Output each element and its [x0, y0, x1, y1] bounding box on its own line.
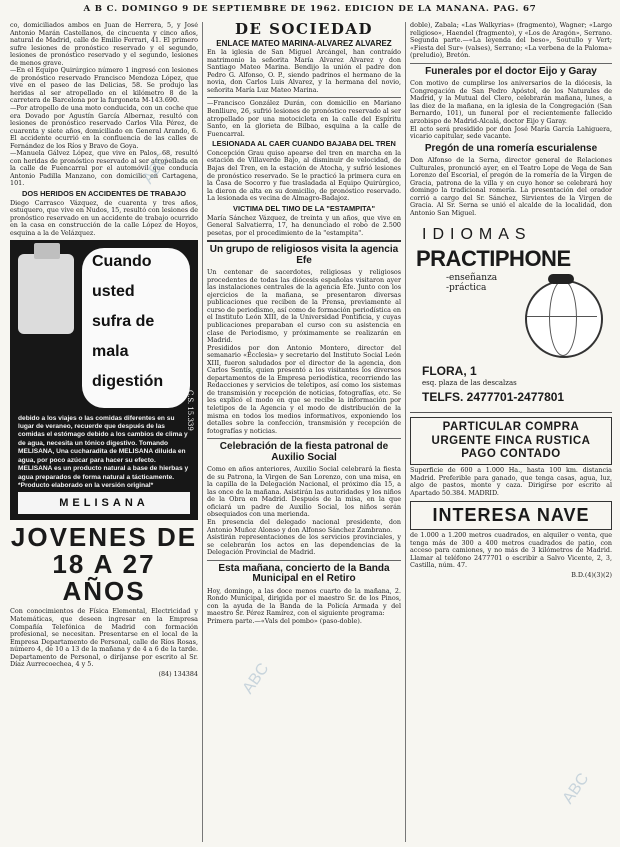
article-heading: Celebración de la fiesta patronal de Auxilio Social: [219, 441, 389, 463]
article-text: Con motivo de cumplirse los aniversarios de la diócesis, la Congregación de San Pedro Apóstol, de los Naturales de Madrid, y la Mutual del Clero, celebrarán mañana, lunes, a las diez de la mañana, en la iglesia de la Congregación (San Bernardo, 101), un funeral por el recientemente fallecido arzobispo de Madrid-Alcalá, doctor Eijo y Garay.: [410, 79, 612, 125]
article-text: En la iglesia de San Miguel Arcángel, han contraído matrimonio la señorita María Alvarez Alvarez y don Santiago Mateo Marina. Bendijo la unión el padre don Pedro G. Alfonso, O. P., siendo padrinos el hermano de la novia, don Carlos Luis Alvarez, y la hermana del novio, señorita María Luz Mateo Marina.: [207, 48, 401, 94]
column-1: [10, 22, 198, 842]
article-text: El acto será presidido por don José María García Lahiguera, vicario capitular, sede vacante.: [410, 124, 612, 141]
section-heading: DOS HERIDOS EN ACCIDENTES DE TRABAJO: [22, 189, 186, 199]
classified-heading: INTERESA NAVE: [432, 505, 590, 526]
recruitment-text: Con conocimientos de Física Elemental, Electricidad y Matemáticas, que deseen ingresar en la Empresa Compañía Telefónica de Madrid con formación profesional, se necesitan. Presentarse en el local de la Empresa Departamento de Personal, calle de Ríos Rosas, número 4, de 10 a 13 de la mañana y de 4 a 6 de la tarde. Departamento de Personal, o diríjanse por escrito al Sr. Díaz Aurrecoechea, 4 y 5.: [10, 607, 198, 669]
ad-title: IDIOMAS: [422, 226, 532, 244]
ad-phone: TELFS. 2477701-2477801: [422, 390, 565, 405]
article-text: —En el Equipo Quirúrgico número 1 ingresó con lesiones de pronóstico reservado Francisco Mendoza López, que vive en el paseo de las Delicias, 58. Se produjo las heridas al ser atropellado en el kilómetro 8 de la carretera de Barcelona por la furgoneta M-143.690.: [10, 66, 198, 105]
ad-address-detail: esq. plaza de las descalzas: [422, 379, 517, 388]
ad-brand-name: MELISANA: [18, 492, 190, 514]
ad-tagline-line: -enseñanza: [446, 273, 498, 284]
classified-heading: PARTICULAR COMPRA: [442, 421, 580, 434]
article-text: doble), Zabala; «Las Walkyrias» (fragmento), Wagner; «Largo religioso», Haendel (fragmento), y «Los de Aragón», Serrano. Segunda parte.—«La leyenda del beso», Soutullo y Vert; «Fiesta del Sur» (valses), Serrano; «La verbena de la Paloma» (preludio), Bretón.: [410, 22, 612, 60]
telephone-receiver-icon: [548, 274, 574, 284]
ad-reference-code: (84) 134384: [158, 669, 198, 678]
divider: [410, 63, 612, 64]
divider: [207, 97, 401, 98]
classified-heading: URGENTE FINCA RUSTICA: [431, 434, 591, 447]
article-heading: LESIONADA AL CAER CUANDO BAJABA DEL TREN: [212, 139, 396, 149]
article-text: Primera parte.—«Vals del pombo» (paso-doble).: [207, 616, 362, 625]
article-heading: Un grupo de religiosos visita la agencia Efe: [209, 244, 399, 266]
ad-brand-name: PRACTIPHONE: [416, 246, 571, 272]
article-heading: Funerales por el doctor Eijo y Garay: [425, 65, 597, 77]
article-text: —Por atropello de una moto conducida, con un coche que era Dovado por Agustín García Albernaz, resultó con lesiones de pronóstico reservado Carlos Vila Pérez, de cuarenta y siete años, domiciliado en General Arando, 6. El accidente ocurrió en la confluencia de las calles de Fernández de los Ríos y Bravo de Goya.: [10, 104, 198, 150]
watermark-stamp: ABC: [239, 660, 273, 698]
divider: [207, 560, 401, 561]
article-text: —Manuela Gálvez López, que vive en Palos, 68, resultó con heridas de pronóstico reservado al ser atropellada en la calle de Fuencarral por el automóvil que conducía Antonio Padilla Manzano, con domicilio en Cartagena, 101.: [10, 149, 198, 188]
ad-code: C.S. 15.339: [186, 389, 194, 431]
column-rule: [202, 22, 203, 842]
article-text: Presididos por don Antonio Montero, director del semanario «Ecclesia» y secretario del Instituto Social León XIII, fueron saludados por el director de la agencia, don Carlos Sentís, quien presentó a los visitantes los diversos departamentos de la Empresa periodística, recorriendo las Redacciones y servicios de teletipos, así como los sistemas de transmisión y recepción de noticias, fotografías, etc. Se les explicó el modo en que se recibe la información por teletipos de la Agencia y el modo de distribución de la misma en todos los medios informativos, exponiendo los detalles sobre la confección, transmisión y recepción de fotografías y noticias.: [207, 343, 401, 435]
article-text: María Sánchez Vázquez, de treinta y un años, que vive en General Salvatierra, 17, ha denunciado el robo de 2.500 pesetas, por el procedimiento de la "estampita".: [207, 213, 401, 237]
ad-tagline: [446, 274, 497, 294]
column-rule: [405, 22, 406, 842]
recruitment-headline: [10, 521, 198, 607]
bottle-cap-illustration: [34, 243, 60, 259]
ad-headline-line: usted: [92, 282, 135, 300]
article-heading: VICTIMA DEL TIMO DE LA "ESTAMPITA": [233, 203, 375, 213]
ad-body-text: debido a los viajes o las comidas diferentes en su lugar de veraneo, recuerde que después de las comidas el estómago debido a los cambios de clima y de agua, necesita un tónico digestivo. Tomando MELISANA, Una cucharadita de MELISANA diluida en agua, por poco azúcar para hacer su efecto. MELISANA es un producto natural a base de hierbas y agua preparados de forma natural a tácticamente. *Producto elaborado en la versión original*: [18, 414, 189, 490]
article-heading: Esta mañana, concierto de la Banda Municipal en el Retiro: [218, 562, 390, 585]
watermark-stamp: ABC: [139, 150, 173, 188]
article-text: En presencia del delegado nacional presidente, don Antonio Muñoz Alonso y don Alfonso Sánchez Zambrano.: [207, 518, 401, 534]
ad-headline-line: Cuando: [92, 252, 152, 270]
article-text: —Francisco González Durán, con domicilio en Mariano Benlliure, 26, sufrió lesiones de pronóstico reservado al ser atropellado por una motocicleta en la calle del Espíritu Santo, en la glorieta de Bilbao, esquina a la calle de Fuencarral.: [207, 99, 401, 138]
classified-box: [410, 417, 612, 465]
article-text: Un centenar de sacerdotes, religiosas y religiosos procedentes de todas las diócesis españolas visitaron ayer las instalaciones centrales de la agencia Efe. Junto con los ejercicios de la mañana, se presentaron diversas publicaciones que reciben de la Prensa, previamente al curso de periodismo, así como de formación periodística en el Instituto León XIII, de la Universidad Pontificia, y cuyas publicaciones preparaban el curso con su asistencia en clase de Periodismo, y próximamente se realizarán en Madrid.: [207, 268, 401, 345]
section-title: DE SOCIEDAD: [234, 22, 374, 38]
article-text: Hoy, domingo, a las doce menos cuarto de la mañana, 2. Rondo Municipal, dirigida por el maestro Sr. de los Pinos, con la ayuda de la Banda de la Policía Armada y del maestro Sr. Pérez Ramírez, con el siguiente programa:: [207, 586, 401, 618]
ad-headline-line: mala: [92, 342, 129, 360]
recruitment-headline-line: JOVENES DE: [10, 521, 198, 552]
divider: [207, 438, 401, 439]
ad-reference-code: B.D.(4)(3)(2): [571, 570, 612, 579]
bottle-illustration: [18, 254, 74, 334]
article-heading: ENLACE MATEO MARINA-ALVAREZ ALVAREZ: [216, 38, 392, 48]
article-text: Concepción Grau quiso apearse del tren en marcha en la estación de Villaverde Bajo, al disminuir de velocidad, de Bajas del Tren, en la estación de Atocha, y sufrió lesiones de pronóstico reservado. Se le practicó la primera cura en la Casa de Socorro y fue trasladada al Equipo Quirúrgico, la dieron de alta en su domicilio, de pronóstico reservado. La lesionada es vecina de Almagro-Badajoz.: [207, 148, 401, 203]
ad-headline-line: digestión: [92, 372, 164, 390]
globe-equator: [527, 316, 597, 317]
classified-text: Superficie de 600 a 1.000 Ha., hasta 100 km. distancia Madrid. Preferible para ganado, que tenga casas, agua, luz, algo de pastos, monte y caza. Dirigirse por escrito al Apartado 50.384. MADRID.: [410, 466, 612, 497]
divider: [207, 240, 401, 242]
melisana-advertisement: [10, 240, 198, 520]
recruitment-headline-line: 18 A 27 AÑOS: [52, 548, 156, 607]
practiphone-advertisement: [410, 222, 612, 413]
article-heading: Pregón de una romería escurialense: [424, 142, 598, 154]
article-text: Como en años anteriores, Auxilio Social celebrará la fiesta de su Patrona, la Virgen de San Lorenzo, con una misa, en la capilla de la Delegación Nacional, el próximo día 15, a las once de la mañana. Asistirán las autoridades y los niños de la Obra en Madrid. Después de la misa, en la que oficiará un padre de Auxilio Social, los niños serán obsequiados con una merienda.: [207, 465, 401, 519]
page-header: A B C. DOMINGO 9 DE SEPTIEMBRE DE 1962. EDICION DE LA MAÑANA. PAG. 67: [83, 4, 537, 14]
article-text: co, domiciliados ambos en Juan de Herrera, 5, y José Antonio Marán Castellanos, de cincuenta y cinco años, natural de Madrid, calle de Emilio Ferrari, 41. El primero sufre lesiones de pronóstico reservado y el segundo, lesiones de pronóstico reservado y el segundo, lesiones de menos grave.: [10, 22, 198, 67]
article-text: Asistirán representaciones de los servicios provinciales, y se celebrarán los actos en las dependencias de la Delegación Provincial de Madrid.: [207, 533, 401, 557]
article-text: Diego Carrasco Vázquez, de cuarenta y tres años, estuquero, que vive en Nudos, 15, resultó con lesiones de pronóstico reservado en un accidente de trabajo ocurrido en la casa en construcción de la calle López de Hoyos, esquina a la de Velázquez.: [10, 198, 198, 237]
watermark-stamp: ABC: [559, 770, 593, 808]
column-3: [410, 22, 612, 842]
ad-headline-line: sufra de: [92, 312, 155, 330]
classified-box: [410, 501, 612, 530]
article-text: Don Alfonso de la Serna, director general de Relaciones Culturales, pronunció ayer, en el Teatro Lope de Vega de San Lorenzo del Escorial, el pregón de la romería de la Virgen de Gracia, patrona de la villa y en cuyo honor se celebrará hoy domingo la tradicional romería. La presentación del orador corrió a cargo del Sr. Sánchez, Sirvientes de la Virgen de Gracia. Al Sr. Serna se unió el alcalde de la localidad, don Antonio San Miguel.: [410, 156, 612, 217]
classified-text: de 1.000 a 1.200 metros cuadrados, en alquiler o venta, que tenga más de 300 a 400 metros cuadrados de patio, con acceso para camiones, y no más de 3 kilómetros de Madrid. Llamar al teléfono 2477701 o escribir a Salvo Vicente, 2, 3, Castilla, núm. 47.: [410, 531, 612, 570]
ad-tagline-line: -práctica: [446, 283, 487, 294]
column-2: [207, 22, 401, 842]
classified-heading: PAGO CONTADO: [461, 447, 561, 460]
ad-address: FLORA, 1: [422, 364, 477, 379]
globe-meridian: [549, 280, 577, 356]
